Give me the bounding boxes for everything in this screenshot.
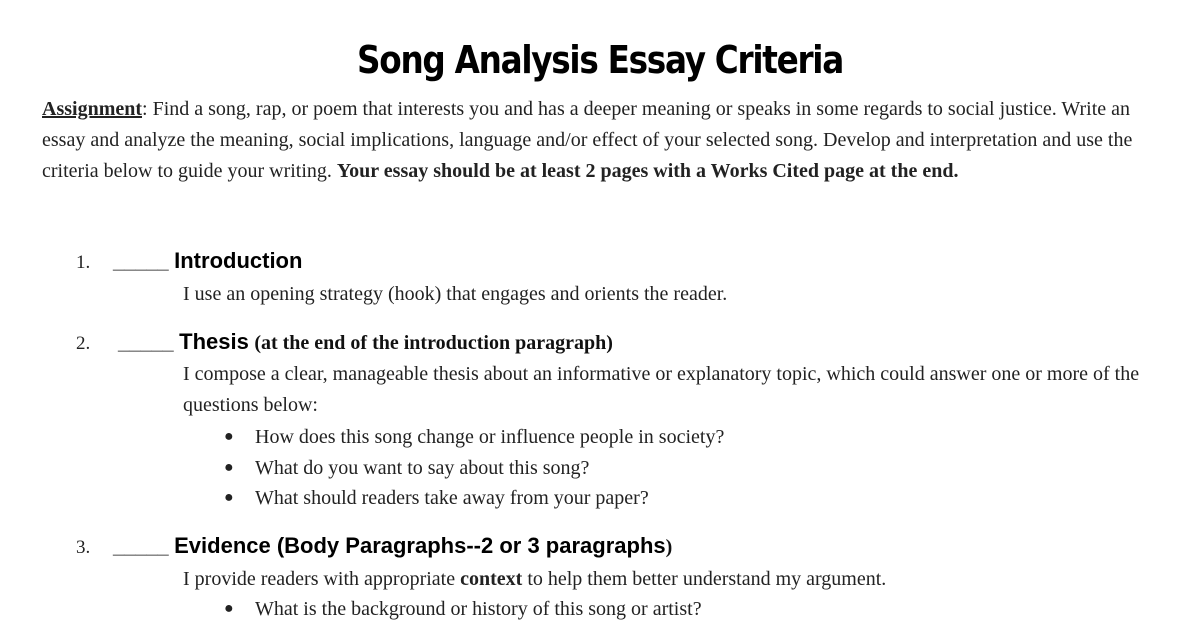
- criterion-heading-line: [113, 533, 672, 559]
- checkbox-blank: _____: [113, 251, 169, 273]
- criterion-number: 3.: [76, 537, 91, 558]
- criterion-heading-line: [118, 329, 613, 355]
- criterion-heading-line: [113, 248, 302, 274]
- bullet-icon: ●: [224, 458, 234, 476]
- assignment-label: Assignment: [42, 98, 143, 120]
- criterion-description: I provide readers with appropriate context to help them better understand my argument.: [183, 568, 887, 590]
- bullet-icon: ●: [224, 489, 234, 506]
- criterion-heading: Introduction: [174, 248, 303, 273]
- list-item: ● What should readers take away from your paper?: [220, 483, 724, 514]
- criterion-heading: Evidence (Body Paragraphs--2 or 3 paragraphs: [174, 533, 666, 558]
- context-emphasis: context: [460, 568, 523, 590]
- list-item: ● What is the background or history of this song or artist?: [220, 594, 702, 625]
- page-title: Song Analysis Essay Criteria: [357, 38, 843, 82]
- question-list: [220, 594, 702, 625]
- criterion-number: 1.: [76, 252, 91, 273]
- bullet-icon: ●: [224, 600, 234, 617]
- assignment-text: : Find a song, rap, or poem that interests you and has a deeper meaning or speaks in some regards to social justice. Write an essay and analyze the meaning, social implications, language and/or effect of your selected song. Develop and interpretation and use the criteria below to guide your writing.: [42, 98, 1133, 182]
- list-item: ● How does this song change or influence people in society?: [220, 422, 724, 453]
- criterion-number: 2.: [76, 333, 91, 354]
- criterion-description: I compose a clear, manageable thesis about an informative or explanatory topic, which could answer one or more of the questions below:: [183, 363, 1140, 416]
- bullet-icon: ●: [224, 428, 234, 445]
- criterion-description: I use an opening strategy (hook) that engages and orients the reader.: [183, 283, 728, 305]
- assignment-requirement: Your essay should be at least 2 pages with a Works Cited page at the end.: [336, 160, 959, 182]
- assignment-paragraph: [42, 94, 1162, 187]
- criterion-subheading: (at the end of the introduction paragraph): [254, 332, 613, 354]
- question-list: [220, 422, 724, 514]
- criterion-heading-close: ): [665, 536, 673, 558]
- list-item: ● What do you want to say about this song?: [220, 453, 724, 484]
- checkbox-blank: _____: [118, 332, 174, 354]
- checkbox-blank: _____: [113, 536, 169, 558]
- criterion-heading: Thesis: [179, 329, 249, 354]
